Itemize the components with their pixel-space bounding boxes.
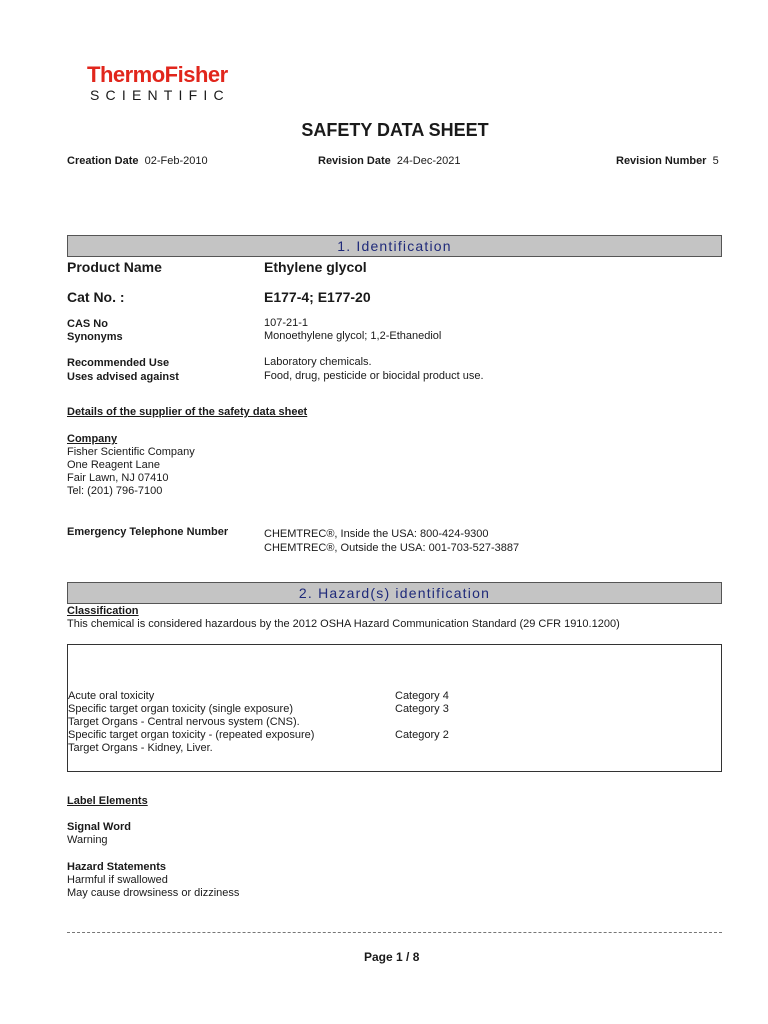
classification-text: This chemical is considered hazardous by the 2012 OSHA Hazard Communication Standard (29 CFR 1910.1200) (67, 618, 620, 630)
hazard-category: Category 2 (395, 729, 449, 741)
document-title: SAFETY DATA SHEET (301, 120, 489, 140)
cat-no-value: E177-4; E177-20 (264, 289, 371, 305)
emergency-phone-label: Emergency Telephone Number (67, 526, 229, 538)
hazard-statements (67, 874, 239, 900)
synonyms-label: Synonyms (67, 331, 123, 343)
page-number: Page 1 / 8 (364, 950, 420, 964)
creation-date-value: 02-Feb-2010 (144, 155, 208, 167)
synonyms-value: Monoethylene glycol; 1,2-Ethanediol (264, 330, 442, 342)
hazard-statement: Harmful if swallowed (67, 874, 168, 886)
hazard-category-col (395, 690, 449, 742)
revision-date (318, 155, 460, 167)
hazard-row: Target Organs - Central nervous system (CNS). (68, 716, 300, 728)
signal-word-value: Warning (67, 834, 108, 846)
uses-advised-against-value: Food, drug, pesticide or biocidal product use. (264, 370, 484, 382)
hazard-row: Specific target organ toxicity (single exposure) (68, 703, 293, 715)
creation-date-label: Creation Date (67, 155, 139, 167)
company-line: Tel: (201) 796-7100 (67, 485, 163, 497)
revision-date-value: 24-Dec-2021 (396, 155, 461, 167)
hazard-category (395, 716, 449, 729)
uses-advised-against-label: Uses advised against (67, 371, 179, 383)
cas-no-value: 107-21-1 (264, 317, 309, 329)
section-1-heading: 1. Identification (67, 235, 722, 257)
hazard-list (68, 690, 314, 755)
company-address (67, 446, 195, 498)
revision-number-label: Revision Number (616, 155, 707, 167)
product-name-label: Product Name (67, 259, 162, 275)
company-line: One Reagent Lane (67, 459, 160, 471)
section-2-heading: 2. Hazard(s) identification (67, 582, 722, 604)
creation-date (67, 155, 208, 167)
thermofisher-logo: ThermoFisher (87, 62, 228, 87)
hazard-row: Acute oral toxicity (68, 690, 155, 702)
product-name-value: Ethylene glycol (264, 259, 367, 275)
recommended-use-value: Laboratory chemicals. (264, 356, 372, 368)
cat-no-label: Cat No. : (67, 289, 125, 305)
scientific-logo-text: SCIENTIFIC (90, 87, 230, 103)
company-label: Company (67, 433, 118, 445)
hazard-statement: May cause drowsiness or dizziness (67, 887, 240, 899)
emergency-line: CHEMTREC®, Outside the USA: 001-703-527-3887 (264, 542, 520, 554)
emergency-line: CHEMTREC®, Inside the USA: 800-424-9300 (264, 528, 489, 540)
emergency-phone-numbers (264, 527, 519, 555)
company-line: Fisher Scientific Company (67, 446, 195, 458)
label-elements-heading: Label Elements (67, 795, 148, 807)
signal-word-label: Signal Word (67, 821, 131, 833)
hazard-statements-label: Hazard Statements (67, 861, 167, 873)
hazard-row: Target Organs - Kidney, Liver. (68, 742, 213, 754)
supplier-details-heading: Details of the supplier of the safety data sheet (67, 406, 308, 418)
classification-label: Classification (67, 605, 139, 617)
hazard-row: Specific target organ toxicity - (repeated exposure) (68, 729, 315, 741)
revision-date-label: Revision Date (318, 155, 391, 167)
recommended-use-label: Recommended Use (67, 357, 170, 369)
footer-divider (67, 932, 722, 933)
hazard-category: Category 3 (395, 703, 449, 715)
hazard-category: Category 4 (395, 690, 449, 702)
revision-number (616, 155, 719, 167)
company-line: Fair Lawn, NJ 07410 (67, 472, 169, 484)
revision-number-value: 5 (712, 155, 719, 167)
cas-no-label: CAS No (67, 318, 108, 330)
